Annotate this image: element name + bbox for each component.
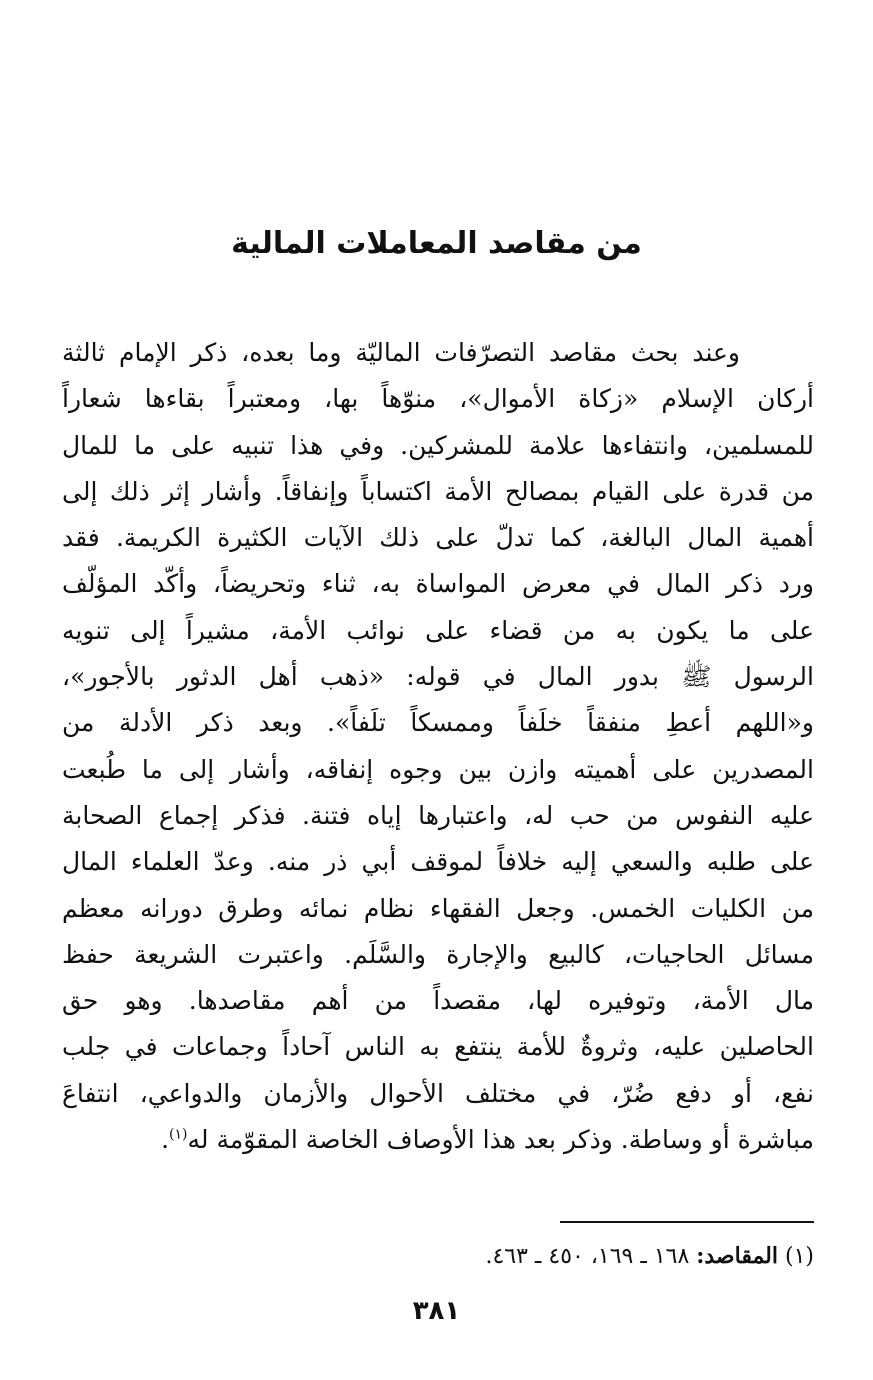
footnote-text: ١٦٨ ـ ١٦٩، ٤٥٠ ـ ٤٦٣. <box>485 1244 690 1269</box>
paragraph-line-last <box>62 1117 814 1163</box>
paragraph-end: . <box>161 1125 170 1155</box>
paragraph-line: الرسول ﷺ بدور المال في قوله: «ذهب أهل الدثور بالأجور»، <box>62 662 814 692</box>
section-title: من مقاصد المعاملات المالية <box>231 226 642 261</box>
paragraph-line: مال الأمة، وتوفيره لها، مقصداً من أهم مقاصدها. وهو حق <box>62 986 814 1016</box>
paragraph-line: مسائل الحاجيات، كالبيع والإجارة والسَّلَم. واعتبرت الشريعة حفظ <box>62 939 814 969</box>
page-number: ٣٨١ <box>412 1296 461 1326</box>
paragraph-line: نفع، أو دفع ضُرّ، في مختلف الأحوال والأزمان والدواعي، انتفاعَ <box>62 1078 814 1108</box>
paragraph-line: أهمية المال البالغة، كما تدلّ على ذلك الآيات الكثيرة الكريمة. فقد <box>62 523 814 553</box>
paragraph-line: الحاصلين عليه، وثروةٌ للأمة ينتفع به الناس آحاداً وجماعات في جلب <box>62 1032 814 1062</box>
paragraph-line: للمسلمين، وانتفاءها علامة للمشركين. وفي هذا تنبيه على ما للمال <box>62 430 814 460</box>
paragraph-line: المصدرين على أهميته وازن بين وجوه إنفاقه، وأشار إلى ما طُبعت <box>62 754 814 784</box>
body-paragraph <box>62 330 814 1163</box>
footnote <box>300 1240 814 1273</box>
paragraph-line: من قدرة على القيام بمصالح الأمة اكتساباً وإنفاقاً. وأشار إثر ذلك إلى <box>62 476 814 506</box>
footnote-label: المقاصد: <box>696 1243 778 1269</box>
paragraph-line: أركان الإسلام «زكاة الأموال»، منوّهاً بها، ومعتبراً بقاءها شعاراً <box>62 384 814 414</box>
paragraph-line: عليه النفوس من حب له، واعتبارها إياه فتنة. فذكر إجماع الصحابة <box>62 800 814 830</box>
footnote-divider <box>560 1221 814 1223</box>
footnote-number: (١) <box>784 1244 814 1269</box>
paragraph-line: على ما يكون به من قضاء على نوائب الأمة، مشيراً إلى تنويه <box>62 615 814 645</box>
paragraph-line-text: مباشرة أو وساطة. وذكر بعد هذا الأوصاف الخاصة المقوّمة له <box>187 1125 814 1155</box>
paragraph-line: ورد ذكر المال في معرض المواساة به، ثناء وتحريضاً، وأكّد المؤلّف <box>62 569 814 599</box>
paragraph-line: من الكليات الخمس. وجعل الفقهاء نظام نمائه وطرق دورانه معظم <box>62 893 814 923</box>
footnote-reference[interactable]: (١) <box>169 1126 188 1143</box>
paragraph-line: وعند بحث مقاصد التصرّفات الماليّة وما بعده، ذكر الإمام ثالثة <box>62 338 740 367</box>
paragraph-line: و«اللهم أعطِ منفقاً خلَفاً وممسكاً تلَفاً». وبعد ذكر الأدلة من <box>62 708 814 738</box>
paragraph-line: على طلبه والسعي إليه خلافاً لموقف أبي ذر منه. وعدّ العلماء المال <box>62 847 814 877</box>
